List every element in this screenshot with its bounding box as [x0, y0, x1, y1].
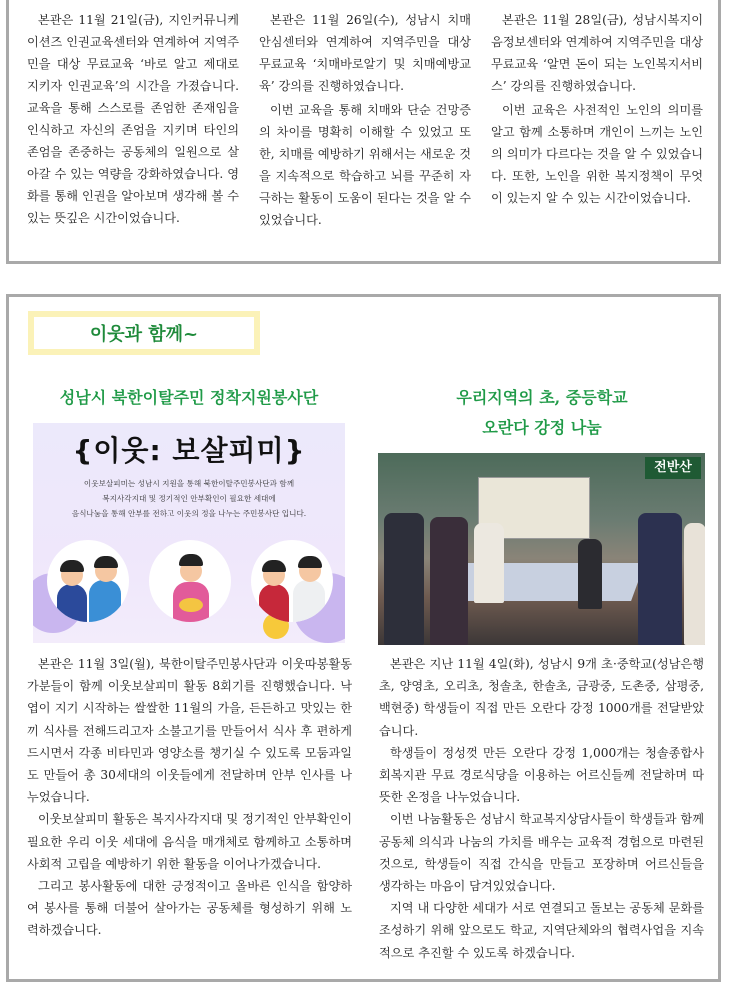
photo-person — [578, 539, 602, 609]
snack-sharing-photo — [378, 453, 705, 645]
article-paragraph: 그리고 봉사활동에 대한 긍정적이고 올바른 인식을 함양하여 봉사를 통해 더불어 살아가는 공동체를 형성하기 위해 노력하겠습니다. — [27, 879, 352, 938]
article-paragraph: 본관은 지난 11월 4일(화), 성남시 9개 초·중학교(성남은행초, 양영초, 오리초, 청솔초, 한솔초, 금광중, 도촌중, 삼평중, 백현중) 학생들이 직접 만든 오란다 강정 1000개를 전달받았습니다. — [379, 657, 704, 738]
illustration-circle — [251, 540, 333, 622]
right-article-subtitle-line1: 우리지역의 초, 중등학교 — [456, 388, 628, 407]
article-paragraph: 본관은 11월 21일(금), 지인커뮤니케이션즈 인권교육센터와 연계하여 지역주민을 대상 무료교육 ‘바로 알고 제대로 지키자 인권교육’의 시간을 가졌습니다. 교육을 통해 스스로를 존엄한 존재임을 인식하고 자신의 존엄을 지키며 타인의 존엄을 존중하는 공동체의 일원으로 살아갈 수 있는 역량을 강화하였습니다. 영화를 통해 인권을 알아보며 생각해 볼 수 있는 뜻깊은 시간이었습니다. — [27, 13, 239, 225]
article-dementia — [259, 9, 471, 233]
photo-person — [430, 517, 468, 645]
photo-person — [474, 523, 504, 603]
right-article-subtitle — [377, 383, 707, 443]
article-paragraph: 지역 내 다양한 세대가 서로 연결되고 돌보는 공동체 문화를 조성하기 위해 앞으로도 학교, 지역단체와의 협력사업을 지속적으로 추진할 수 있도록 하겠습니다. — [379, 901, 704, 960]
section-title: 이웃과 함께~ — [34, 317, 254, 349]
left-article-subtitle: 성남시 북한이탈주민 정착지원봉사단 — [59, 388, 319, 407]
photo-storefront-sign: 전반산 — [645, 457, 701, 479]
education-news-box — [6, 0, 721, 264]
right-article-subtitle-line2: 오란다 강정 나눔 — [482, 418, 602, 437]
photo-person — [684, 523, 705, 645]
article-paragraph: 이번 교육을 통해 치매와 단순 건망증의 차이를 명확히 이해할 수 있었고 또한, 치매를 예방하기 위해서는 새로운 것을 지속적으로 학습하고 뇌를 꾸준히 자극하는 활동이 도움이 된다는 것을 알 수 있었습니다. — [259, 103, 471, 227]
left-article-body — [27, 653, 352, 942]
article-paragraph: 이번 교육은 사전적인 노인의 의미를 알고 함께 소통하며 개인이 느끼는 노인의 의미가 다르다는 것을 알 수 있었습니다. 또한, 노인을 위한 복지정책이 무엇이 있는지 알 수 있는 시간이었습니다. — [491, 103, 703, 205]
article-paragraph: 본관은 11월 28일(금), 성남시복지이음정보센터와 연계하여 지역주민을 대상 무료교육 ‘알면 돈이 되는 노인복지서비스’ 강의를 진행하였습니다. — [491, 13, 703, 93]
article-senior-welfare — [491, 9, 703, 211]
article-paragraph: 본관은 11월 26일(수), 성남시 치매안심센터와 연계하여 지역주민을 대상 무료교육 ‘치매바로알기 및 치매예방교육’ 강의를 진행하였습니다. — [259, 13, 471, 93]
right-article-body — [379, 653, 704, 964]
poster-desc-line: 복지사각지대 및 정기적인 안부확인이 필요한 세대에 — [102, 494, 276, 503]
article-paragraph: 이번 나눔활동은 성남시 학교복지상담사들이 학생들과 함께 공동체 의식과 나눔의 가치를 배우는 교육적 경험으로 마련된 것으로, 학생들이 직접 간식을 만들고 포장하며 어르신들을 생각하는 마음이 담겨있었습니다. — [379, 812, 704, 894]
neighbors-section-box — [6, 294, 721, 982]
article-paragraph: 본관은 11월 3일(월), 북한이탈주민봉사단과 이웃따봉활동가분들이 함께 이웃보살피미 활동 8회기를 진행했습니다. 낙엽이 지기 시작하는 쌀쌀한 11월의 가을, 든든하고 맛있는 한 끼 식사를 전해드리고자 소불고기를 만들어서 식사 후 편하게 드시면서 각종 비타민과 영양소를 챙기실 수 있도록 모둠과일도 만들어 총 30세대의 이웃들에게 전달하며 안부 인사를 나누었습니다. — [27, 657, 352, 805]
poster-desc-line: 이웃보살피미는 성남시 지원을 통해 북한이탈주민봉사단과 함께 — [83, 479, 295, 488]
article-human-rights — [27, 9, 239, 231]
poster-description — [53, 476, 325, 521]
illustration-circle — [47, 540, 129, 622]
poster-title: {이웃: 보살피미} — [72, 434, 306, 467]
illustration-circle — [149, 540, 231, 622]
poster-desc-line: 음식나눔을 통해 안부를 전하고 이웃의 정을 나누는 주민봉사단 입니다. — [71, 509, 307, 518]
article-paragraph: 학생들이 정성껏 만든 오란다 강정 1,000개는 청솔종합사회복지관 무료 경로식당을 이용하는 어르신들께 전달하며 따뜻한 온정을 나누었습니다. — [379, 745, 704, 805]
volunteer-poster-image — [33, 423, 345, 643]
section-title-banner — [28, 311, 260, 355]
photo-person — [384, 513, 424, 645]
article-paragraph: 이웃보살피미 활동은 복지사각지대 및 정기적인 안부확인이 필요한 우리 이웃 세대에 음식을 매개체로 함께하고 소통하며 사회적 고립을 예방하기 위한 활동을 이어나가겠습니다. — [27, 812, 352, 871]
photo-person — [638, 513, 682, 645]
